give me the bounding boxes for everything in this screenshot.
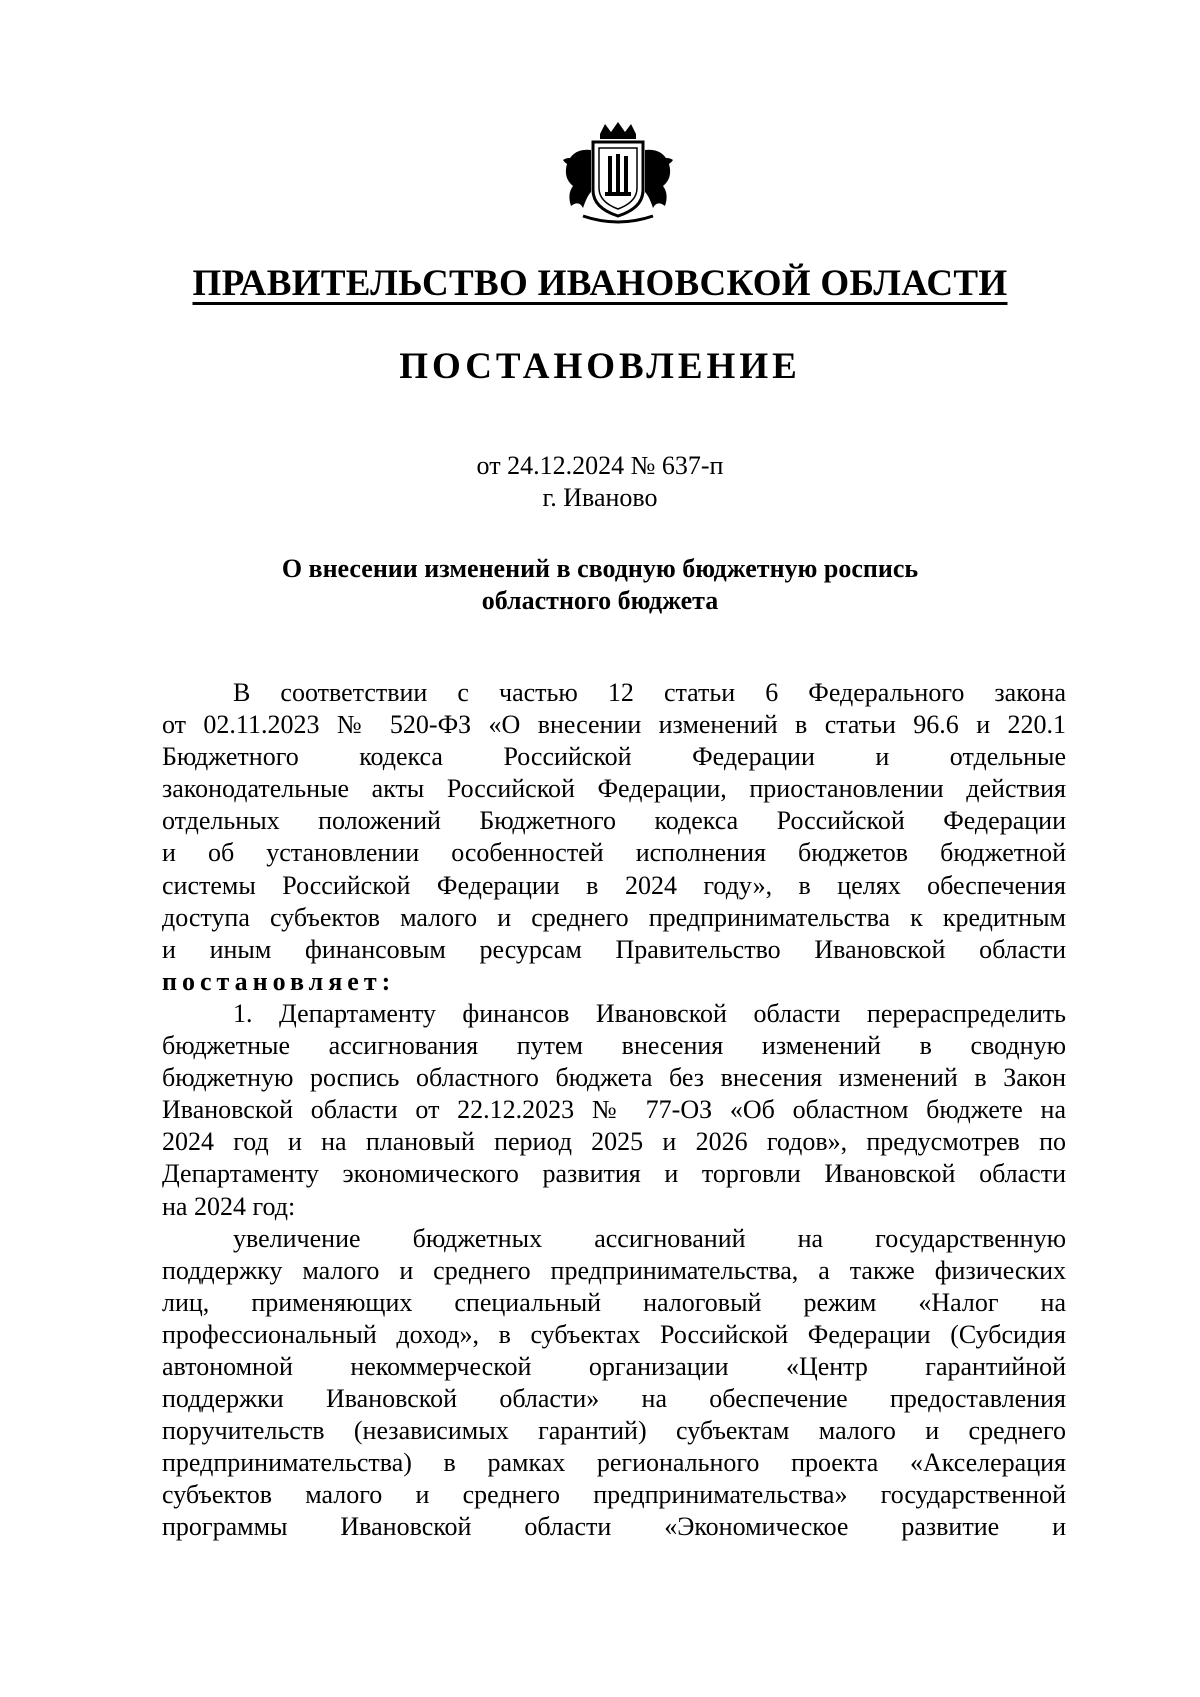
- text-line: и иным финансовым ресурсам Правительство Ивановской области: [162, 934, 1066, 964]
- text-line: поручительств (независимых гарантий) субъектам малого и среднего: [162, 1416, 1066, 1446]
- decree-colon: :: [381, 966, 391, 996]
- title-line-1: О внесении изменений в сводную бюджетную роспись: [281, 554, 919, 583]
- document-meta: [0, 450, 1200, 514]
- document-body: [162, 677, 1066, 1544]
- document-title: [0, 553, 1200, 617]
- text-line: отдельных положений Бюджетного кодекса Российской Федерации: [162, 806, 1066, 836]
- title-line-2: областного бюджета: [481, 586, 719, 615]
- text-line: субъектов малого и среднего предпринимательства» государственной: [162, 1480, 1066, 1510]
- text-line: поддержки Ивановской области» на обеспечение предоставления: [162, 1384, 1066, 1414]
- text-line: системы Российской Федерации в 2024 году», в целях обеспечения: [162, 870, 1066, 900]
- date-number: от 24.12.2024 № 637-п: [476, 451, 724, 480]
- text-line: бюджетную роспись областного бюджета без внесения изменений в Закон: [162, 1063, 1066, 1093]
- text-line: Бюджетного кодекса Российской Федерации и отдельные: [162, 742, 1066, 772]
- text-line: В соответствии с частью 12 статьи 6 Федерального закона: [233, 678, 1066, 707]
- organization-name: ПРАВИТЕЛЬСТВО ИВАНОВСКОЙ ОБЛАСТИ: [192, 263, 1008, 304]
- paragraph-1: [162, 677, 1066, 998]
- coat-of-arms-icon: [553, 120, 683, 230]
- text-line: поддержку малого и среднего предпринимательства, а также физических: [162, 1255, 1066, 1285]
- text-line: предпринимательства) в рамках регионального проекта «Акселерация: [162, 1448, 1066, 1478]
- text-line: автономной некоммерческой организации «Центр гарантийной: [162, 1351, 1066, 1381]
- text-line: программы Ивановской области «Экономическое развитие и: [162, 1512, 1066, 1542]
- text-line: лиц, применяющих специальный налоговый режим «Налог на: [162, 1287, 1066, 1317]
- document-type: ПОСТАНОВЛЕНИЕ: [399, 346, 801, 387]
- text-line: и об установлении особенностей исполнения бюджетов бюджетной: [162, 838, 1066, 868]
- decree-word: постановляет: [162, 966, 382, 996]
- decree-line: [162, 966, 1066, 998]
- text-line: бюджетные ассигнования путем внесения изменений в сводную: [162, 1031, 1066, 1061]
- paragraph-3: [162, 1223, 1066, 1544]
- text-line: доступа субъектов малого и среднего предпринимательства к кредитным: [162, 902, 1066, 932]
- text-line: Департаменту экономического развития и торговли Ивановской области: [162, 1159, 1066, 1189]
- text-line: 2024 год и на плановый период 2025 и 2026 годов», предусмотрев по: [162, 1127, 1066, 1157]
- text-line: на 2024 год:: [162, 1191, 296, 1221]
- city: г. Иваново: [542, 483, 658, 512]
- text-line: профессиональный доход», в субъектах Российской Федерации (Субсидия: [162, 1319, 1066, 1349]
- paragraph-2: [162, 998, 1066, 1223]
- text-line: Ивановской области от 22.12.2023 № 77-ОЗ «Об областном бюджете на: [162, 1095, 1066, 1125]
- text-line: законодательные акты Российской Федерации, приостановлении действия: [162, 774, 1066, 804]
- text-line: 1. Департаменту финансов Ивановской области перераспределить: [233, 998, 1066, 1028]
- text-line: от 02.11.2023 № 520-ФЗ «О внесении изменений в статьи 96.6 и 220.1: [162, 710, 1066, 740]
- text-line: увеличение бюджетных ассигнований на государственную: [233, 1223, 1066, 1253]
